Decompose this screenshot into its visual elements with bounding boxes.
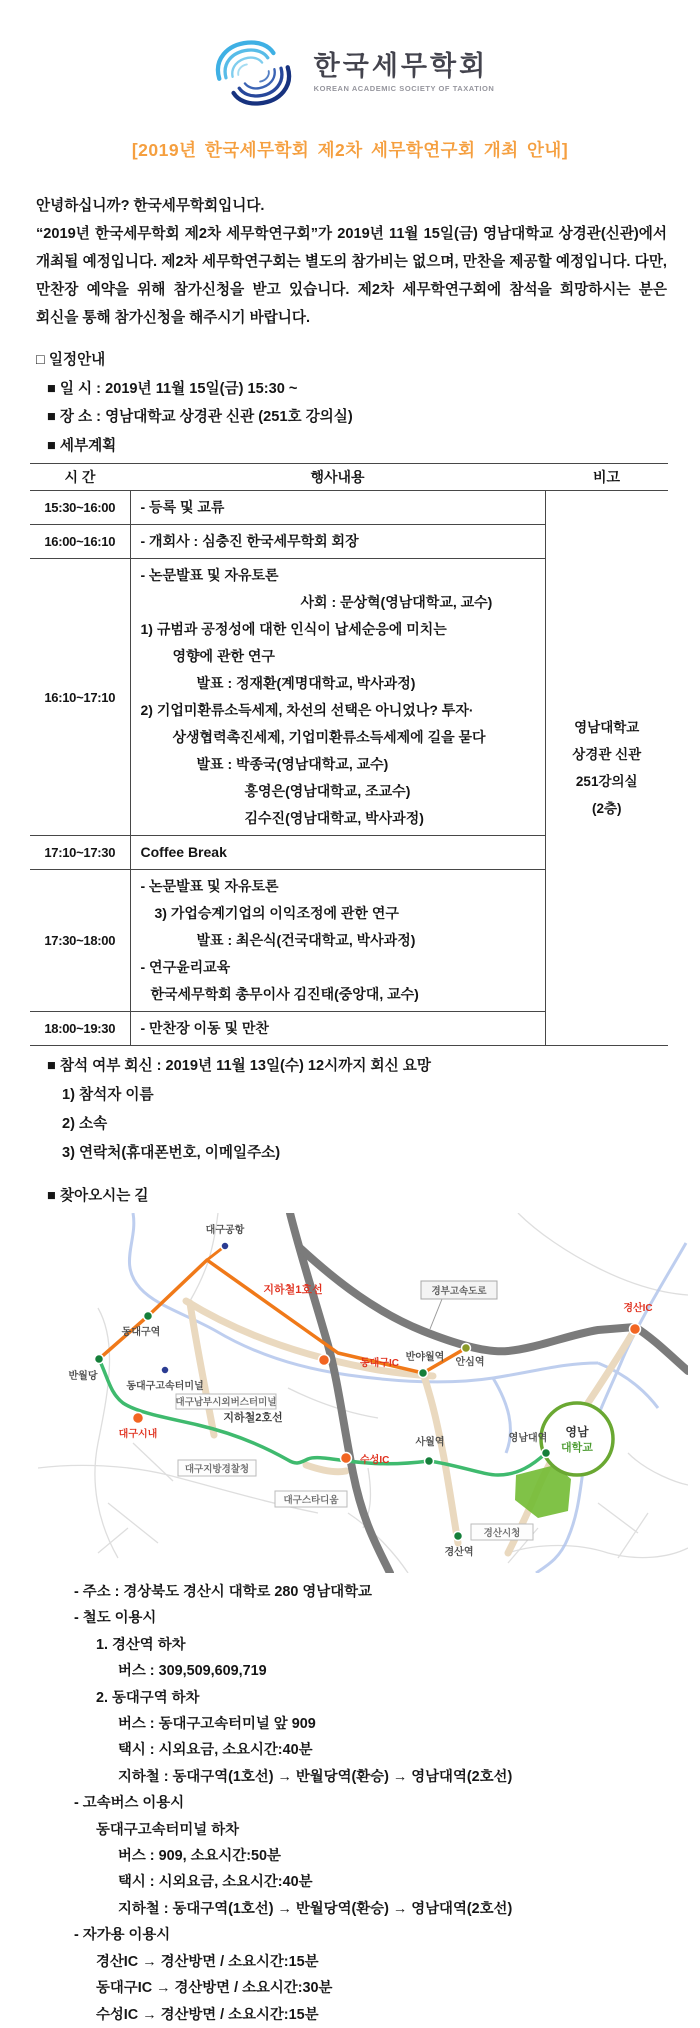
schedule-datetime: ■ 일 시 : 2019년 11월 15일(금) 15:30 ~ xyxy=(47,380,298,397)
gyeongsan-cityhall-label: 경산시청 xyxy=(483,1528,521,1539)
banyawol-station-label: 반야월역 xyxy=(405,1352,445,1363)
event-line: 홍영은(영남대학교, 조교수) xyxy=(244,783,411,799)
col-header-time: 시 간 xyxy=(30,464,130,491)
event-line: 3) 가업승계기업의 이익조정에 관한 연구 xyxy=(154,905,399,921)
direction-line: 지하철 : 동대구역(1호선) → 반월당역(환승) → 영남대역(2호선) xyxy=(118,1768,513,1785)
col-header-remark: 비고 xyxy=(545,464,668,491)
gyeongsan-station-label: 경산역 xyxy=(444,1547,474,1558)
content-cell xyxy=(130,559,545,836)
society-name-english: KOREAN ACADEMIC SOCIETY OF TAXATION xyxy=(313,84,495,93)
content-cell xyxy=(130,491,545,525)
daegu-police-label: 대구지방경찰청 xyxy=(184,1464,250,1475)
direction-line: 수성IC → 경산방면 / 소요시간:15분 xyxy=(96,2006,319,2023)
direction-line: - 자가용 이용시 xyxy=(74,1927,171,1944)
yeungnam-univ-label-2: 대학교 xyxy=(561,1442,593,1454)
sawol-station-dot xyxy=(425,1457,434,1466)
gyeongsan-ic-dot xyxy=(630,1324,641,1335)
event-line: 발표 : 박종국(영남대학교, 교수) xyxy=(196,756,389,772)
time-cell: 16:10~17:10 xyxy=(30,559,130,836)
dongdaegu-station-label: 동대구역 xyxy=(121,1327,161,1338)
event-line: 2) 기업미환류소득세제, 차선의 선택은 아니었나? 투자· xyxy=(140,702,474,718)
event-line: Coffee Break xyxy=(140,844,227,860)
table-row xyxy=(30,491,668,525)
daegu-downtown-dot xyxy=(133,1413,144,1424)
time-cell: 15:30~16:00 xyxy=(30,491,130,525)
sawol-station-label: 사월역 xyxy=(415,1437,445,1448)
daegu-downtown-label: 대구시내 xyxy=(118,1429,158,1440)
direction-line: - 주소 : 경상북도 경산시 대학로 280 영남대학교 xyxy=(74,1584,372,1600)
society-logo-swirl-icon xyxy=(206,34,301,112)
attendance-section xyxy=(47,1052,700,1168)
dongdaegu-ic-dot xyxy=(319,1355,330,1366)
daegu-stadium-label: 대구스타디움 xyxy=(283,1495,339,1506)
direction-line: 버스 : 동대구고속터미널 앞 909 xyxy=(118,1716,316,1733)
dongdaegu-ic-label: 동대구IC xyxy=(360,1358,399,1369)
event-line: - 논문발표 및 자유토론 xyxy=(140,567,279,583)
event-line: 한국세무학회 총무이사 김진태(중앙대, 교수) xyxy=(150,986,419,1002)
event-line: - 만찬장 이동 및 만찬 xyxy=(140,1020,269,1036)
attendance-item: 2) 소속 xyxy=(62,1116,108,1132)
direction-line: 버스 : 309,509,609,719 xyxy=(118,1663,267,1680)
intro-paragraph xyxy=(36,192,667,332)
remark-line: (2층) xyxy=(591,801,622,816)
suseong-ic-label: 수성IC xyxy=(360,1455,390,1466)
direction-line: 택시 : 시외요금, 소요시간:40분 xyxy=(118,1874,313,1891)
content-cell xyxy=(130,525,545,559)
attendance-item: 3) 연락처(휴대폰번호, 이메일주소) xyxy=(62,1145,281,1161)
yeungnam-univ-label-1: 영남 xyxy=(565,1425,589,1439)
direction-line: - 철도 이용시 xyxy=(74,1610,157,1627)
attendance-item: 1) 참석자 이름 xyxy=(62,1087,154,1103)
direction-line: 2. 동대구역 하차 xyxy=(96,1689,200,1706)
university-highlight-circle xyxy=(541,1403,613,1475)
event-line: 1) 규범과 공정성에 대한 인식이 납세순응에 미치는 xyxy=(140,621,447,637)
dongdaegu-station-dot xyxy=(144,1312,153,1321)
access-map xyxy=(38,1213,688,1573)
banyawol-station-dot xyxy=(419,1369,428,1378)
subway-line1-label: 지하철1호선 xyxy=(263,1284,323,1296)
schedule-section xyxy=(36,346,700,460)
gyeongbu-expressway-label: 경부고속도로 xyxy=(431,1286,487,1297)
event-line: - 개회사 : 심충진 한국세무학회 회장 xyxy=(140,533,359,549)
attendance-header: ■ 참석 여부 회신 : 2019년 11월 13일(수) 12시까지 회신 요망 xyxy=(47,1058,431,1074)
remark-cell xyxy=(545,491,668,1046)
yeungnamdae-station-dot xyxy=(542,1449,551,1458)
event-line: 상생협력촉진세제, 기업미환류소득세제에 길을 묻다 xyxy=(172,729,486,745)
event-line: 영향에 관한 연구 xyxy=(172,648,275,664)
yeungnamdae-station-label: 영남대역 xyxy=(508,1433,548,1444)
event-line: - 논문발표 및 자유토론 xyxy=(140,878,279,894)
document-title: [2019년 한국세무학회 제2차 세무학연구회 개최 안내] xyxy=(131,140,569,160)
event-line: 사회 : 문상혁(영남대학교, 교수) xyxy=(300,594,493,610)
event-line: 김수진(영남대학교, 박사과정) xyxy=(244,810,424,826)
direction-line: 버스 : 909, 소요시간:50분 xyxy=(118,1848,281,1865)
time-cell: 17:30~18:00 xyxy=(30,870,130,1012)
directions-list xyxy=(74,1579,700,2028)
direction-line: 경산IC → 경산방면 / 소요시간:15분 xyxy=(96,1953,319,1970)
daegu-airport-label: 대구공항 xyxy=(205,1225,245,1236)
direction-line: - 고속버스 이용시 xyxy=(74,1795,185,1812)
society-logo xyxy=(0,0,700,113)
time-cell: 17:10~17:30 xyxy=(30,836,130,870)
direction-line: 1. 경산역 하차 xyxy=(96,1636,186,1653)
daegu-airport-dot xyxy=(221,1242,229,1250)
dongdaegu-terminal-dot xyxy=(161,1366,169,1374)
event-line: 발표 : 정재환(계명대학교, 박사과정) xyxy=(196,675,416,691)
time-cell: 16:00~16:10 xyxy=(30,525,130,559)
remark-line: 251강의실 xyxy=(575,774,638,789)
ansim-station-label: 안심역 xyxy=(455,1357,485,1368)
directions-header: ■ 찾아오시는 길 xyxy=(47,1188,149,1204)
banwoldang-label: 반월당 xyxy=(68,1371,98,1382)
subway-line2-label: 지하철2호선 xyxy=(223,1412,283,1424)
event-line: 발표 : 최은식(건국대학교, 박사과정) xyxy=(196,932,416,948)
suseong-ic-dot xyxy=(341,1453,352,1464)
direction-line: 동대구IC → 경산방면 / 소요시간:30분 xyxy=(96,1980,333,1997)
direction-line: 동대구고속터미널 하차 xyxy=(96,1821,240,1838)
time-cell: 18:00~19:30 xyxy=(30,1012,130,1046)
content-cell xyxy=(130,836,545,870)
schedule-section-title: □ 일정안내 xyxy=(36,352,106,368)
content-cell xyxy=(130,870,545,1012)
daegu-nambu-terminal-label: 대구남부시외버스터미널 xyxy=(175,1397,277,1408)
table-header-row xyxy=(30,464,668,491)
subway-line-2 xyxy=(99,1359,546,1475)
direction-line: 택시 : 시외요금, 소요시간:40분 xyxy=(118,1742,313,1759)
event-line: - 연구윤리교육 xyxy=(140,959,231,975)
content-cell xyxy=(130,1012,545,1046)
highway xyxy=(290,1213,688,1573)
map-label-boxes xyxy=(176,1281,533,1540)
banwoldang-dot xyxy=(95,1355,104,1364)
direction-line: 지하철 : 동대구역(1호선) → 반월당역(환승) → 영남대역(2호선) xyxy=(118,1900,513,1917)
schedule-detail-label: ■ 세부계획 xyxy=(47,437,117,454)
remark-line: 상경관 신관 xyxy=(572,747,642,762)
society-name-korean: 한국세무학회 xyxy=(313,51,489,81)
gyeongsan-station-dot xyxy=(454,1532,463,1541)
intro-body: “2019년 한국세무학회 제2차 세무학연구회”가 2019년 11월 15일(금) 영남대학교 상경관(신관)에서 개최될 예정입니다. 제2차 세무학연구회는 별도의 참가비는 없으며, 만찬을 제공할 예정입니다. 다만, 만찬장 예약을 위해 참가신청을 받고 있습니다. 제2차 세무학연구회에 참석을 희망하시는 분은 회신을 통해 참가신청을 해주시기 바랍니다. xyxy=(36,226,667,326)
col-header-content: 행사내용 xyxy=(130,464,545,491)
event-line: - 등록 및 교류 xyxy=(140,499,225,515)
attendance-items xyxy=(47,1081,700,1168)
river xyxy=(129,1213,686,1573)
remark-line: 영남대학교 xyxy=(574,720,640,735)
schedule-table xyxy=(30,463,668,1046)
ansim-station-dot xyxy=(462,1344,471,1353)
dongdaegu-terminal-label: 동대구고속터미널 xyxy=(126,1381,204,1392)
schedule-venue: ■ 장 소 : 영남대학교 상경관 신관 (251호 강의실) xyxy=(47,409,353,425)
gyeongsan-ic-label: 경산IC xyxy=(623,1303,653,1314)
intro-greeting: 안녕하십니까? 한국세무학회입니다. xyxy=(36,198,265,214)
